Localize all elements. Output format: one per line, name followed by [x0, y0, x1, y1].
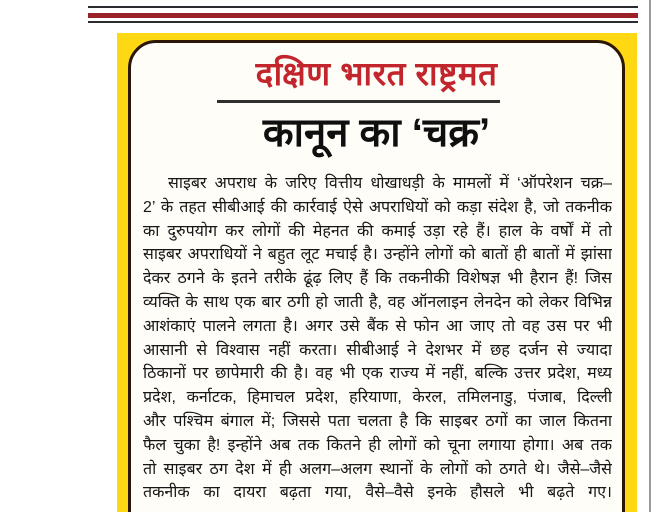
top-decorative-rules [88, 0, 638, 26]
body-line: देकर ठगने के इतने तरीके ढूंढ़ लिए हैं कि तकनीकी विशेषज्ञ भी हैरान हैं! जिस [143, 270, 612, 288]
editorial-card [128, 40, 625, 512]
masthead-title: दक्षिण भारत राष्ट्रमत [255, 55, 498, 92]
masthead-underline [217, 100, 500, 103]
body-line: ठिकानों पर छापेमारी की है। वह भी एक राज्य में नहीं, बल्कि उत्तर प्रदेश, मध्य [143, 365, 612, 383]
top-thick-maroon-rule [88, 13, 638, 18]
body-line-partial: तकनीक का दायरा बढ़ता गया, वैसे–वैसे इनके हौसले भी बढ़ते गए। [143, 484, 612, 502]
body-line: फैल चुका है! इन्होंने अब तक कितने ही लोगों को चूना लगाया होगा। अब तक [143, 436, 612, 454]
body-line: का दुरुपयोग कर लोगों की मेहनत की कमाई उड़ा रहे हैं। हाल के वर्षों में तो [143, 222, 612, 240]
right-column-rule [649, 0, 651, 512]
editorial-body [143, 172, 612, 505]
body-line: साइबर अपराधियों ने बहुत लूट मचाई है। उन्होंने लोगों को बातों ही बातों में झांसा [143, 246, 612, 264]
top-thin-rule [88, 6, 638, 8]
body-line: साइबर अपराध के जरिए वित्तीय धोखाधड़ी के मामलों में ‘ऑपरेशन चक्र– [168, 175, 612, 192]
editorial-headline: कानून का ‘चक्र’ [262, 111, 491, 155]
body-line: प्रदेश, कर्नाटक, हिमाचल प्रदेश, हरियाणा, केरल, तमिलनाडु, पंजाब, दिल्ली [143, 389, 612, 407]
body-line: 2’ के तहत सीबीआई की कार्रवाई ऐसे अपराधियों को कड़ा संदेश है, जो तकनीक [143, 198, 612, 216]
body-line: व्यक्ति के साथ एक बार ठगी हो जाती है, वह ऑनलाइन लेनदेन को लेकर विभिन्न [143, 293, 612, 311]
body-line: आशंकाएं पालने लगता है। अगर उसे बैंक से फोन आ जाए तो वह उस पर भी [143, 317, 612, 335]
body-line: आसानी से विश्वास नहीं करता। सीबीआई ने देशभर में छह दर्जन से ज्यादा [143, 341, 612, 359]
bottom-thin-rule [88, 21, 638, 23]
editorial-yellow-frame [117, 33, 637, 512]
body-line: तो साइबर ठग देश में ही अलग–अलग स्थानों के लोगों को ठगते थे। जैसे–जैसे [143, 460, 612, 478]
body-line: और पश्चिम बंगाल में; जिससे पता चलता है कि साइबर ठगों का जाल कितना [143, 412, 612, 430]
